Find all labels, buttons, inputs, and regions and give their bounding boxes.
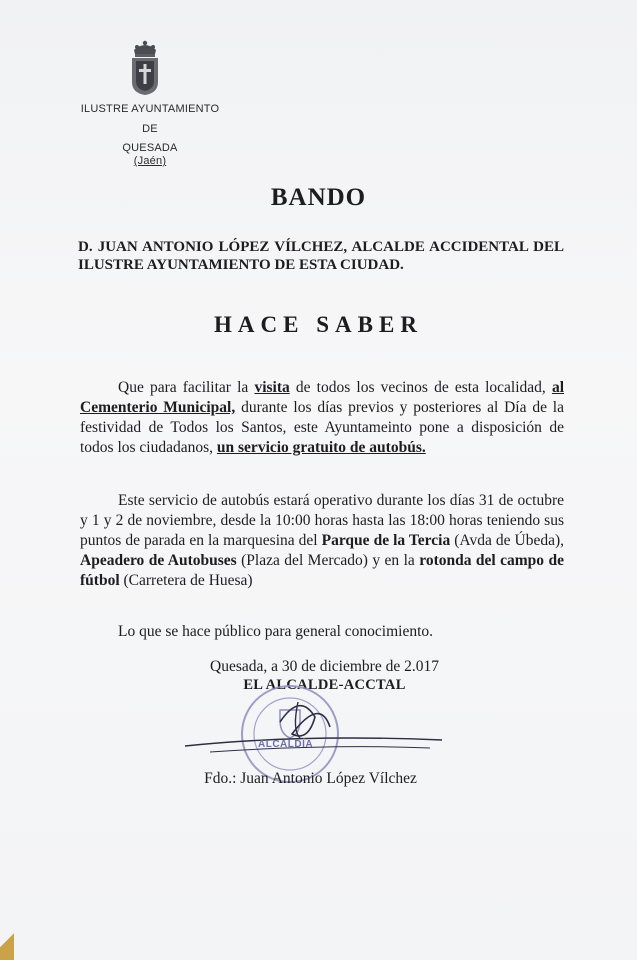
p1-visita: visita	[254, 379, 290, 396]
p2-apeadero: Apeadero de Autobuses	[80, 552, 237, 569]
p2-text-c: (Plaza del Mercado) y en la	[236, 552, 420, 569]
signed-by: Fdo.: Juan Antonio López Vílchez	[204, 770, 417, 787]
place-date: Quesada, a 30 de diciembre de 2.017	[210, 658, 439, 675]
p2-text-a: Este servicio de autobús estará operativo durante los días 31 de octubre y 1 y 2 de noviembre, desde la 10:00 horas hasta las 18:00 horas teniendo sus puntos de parada en la marquesina del	[80, 492, 564, 549]
org-name: ILUSTRE AYUNTAMIENTO	[80, 103, 220, 115]
page-corner	[0, 920, 14, 960]
paragraph-3: Lo que se hace público para general conocimiento.	[118, 623, 434, 640]
p2-parque: Parque de la Tercia	[321, 532, 451, 549]
p1-text-c: durante los días previos y posteriores al Día de la festividad de Todos los Santos, este Ayuntameinto pone a disposición de todos los ciudadanos,	[80, 399, 564, 456]
p1-text-a: Que para facilitar la	[118, 379, 255, 396]
intro-text: D. JUAN ANTONIO LÓPEZ VÍLCHEZ, ALCALDE ACCIDENTAL DEL ILUSTRE AYUNTAMIENTO DE ESTA CIUDAD.	[78, 239, 564, 273]
org-de: DE	[142, 123, 158, 135]
hace-saber-heading: HACE SABER	[214, 312, 423, 337]
paragraph-1	[80, 378, 564, 458]
signer-role: EL ALCALDE-ACCTAL	[243, 677, 406, 693]
p1-cementerio: al Cementerio Municipal,	[80, 379, 564, 416]
p2-text-b: (Avda de Úbeda),	[450, 532, 564, 549]
paragraph-2	[80, 491, 564, 591]
province-text: (Jaén)	[133, 155, 167, 167]
coat-of-arms-icon	[128, 38, 162, 96]
p2-text-d: (Carretera de Huesa)	[119, 572, 253, 589]
org-town: QUESADA	[122, 142, 178, 154]
document-title: BANDO	[270, 184, 367, 211]
p1-text-b: de todos los vecinos de esta localidad,	[289, 379, 552, 396]
stamp-label: ALCALDÍA	[258, 739, 314, 750]
p2-rotonda: rotonda del campo de fútbol	[80, 552, 564, 589]
org-province	[60, 155, 240, 167]
p1-servicio: un servicio gratuito de autobús.	[216, 439, 426, 456]
